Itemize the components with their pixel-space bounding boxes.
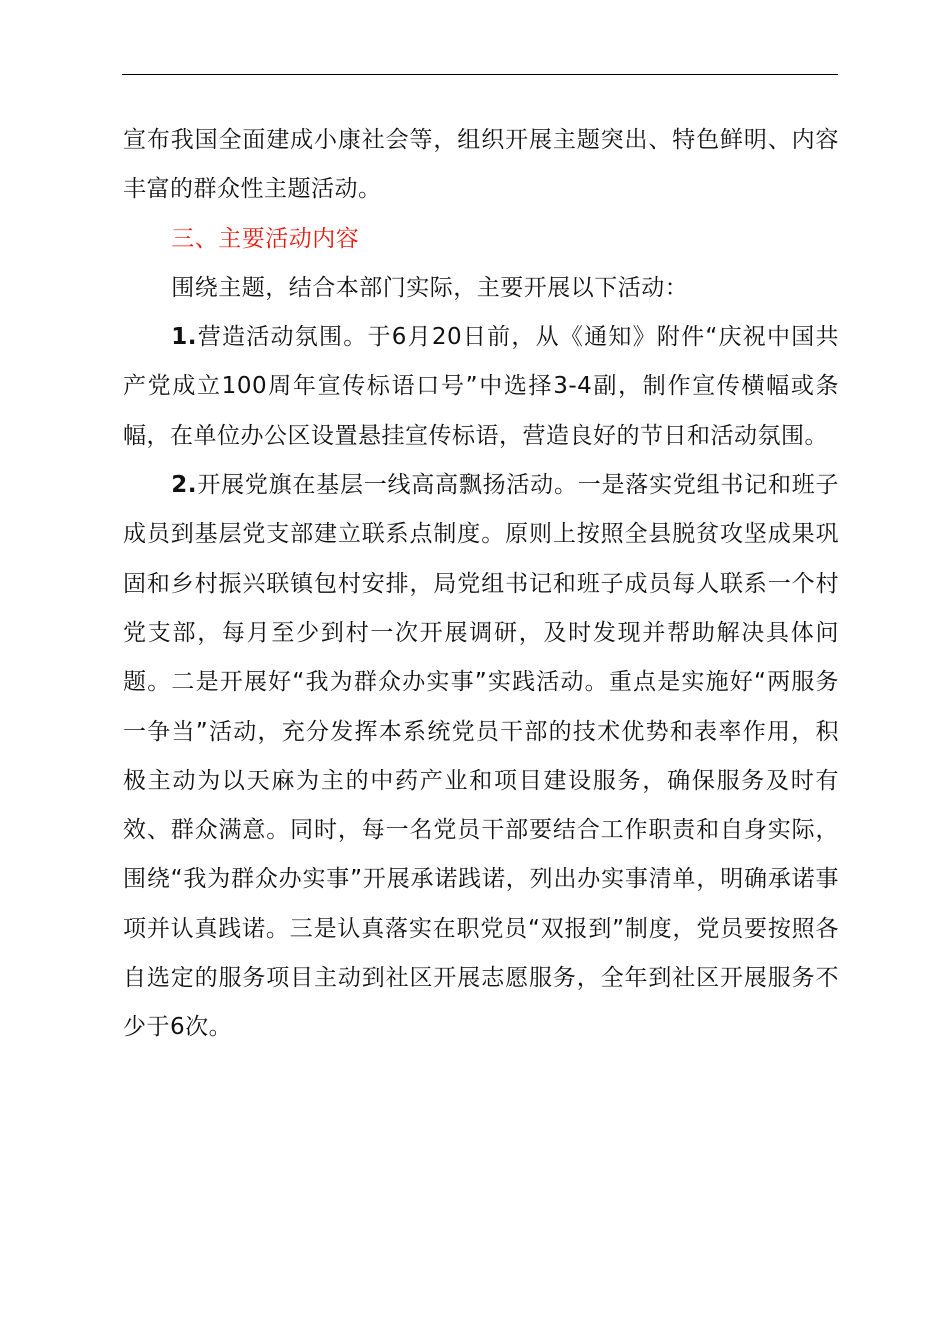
list-item-2 [123, 461, 839, 1053]
header-rule [122, 74, 838, 75]
paragraph-continuation: 宣布我国全面建成小康社会等，组织开展主题突出、特色鲜明、内容丰富的群众性主题活动。 [123, 127, 839, 203]
section-heading: 三、主要活动内容 [171, 225, 360, 252]
list-item-1 [123, 313, 839, 461]
list-item-1-text: 营造活动氛围。于6月20日前，从《通知》附件“庆祝中国共产党成立100周年宣传标语口号”中选择3-4副，制作宣传横幅或条幅，在单位办公区设置悬挂宣传标语，营造良好的节日和活动氛围。 [123, 324, 839, 449]
list-item-2-text: 开展党旗在基层一线高高飘扬活动。一是落实党组书记和班子成员到基层党支部建立联系点制度。原则上按照全县脱贫攻坚成果巩固和乡村振兴联镇包村安排，局党组书记和班子成员每人联系一个村党支部，每月至少到村一次开展调研，及时发现并帮助解决具体问题。二是开展好“我为群众办实事”实践活动。重点是实施好“两服务一争当”活动，充分发挥本系统党员干部的技术优势和表率作用，积极主动为以天麻为主的中药产业和项目建设服务，确保服务及时有效、群众满意。同时，每一名党员干部要结合工作职责和自身实际，围绕“我为群众办实事”开展承诺践诺，列出办实事清单，明确承诺事项并认真践诺。三是认真落实在职党员“双报到”制度，党员要按照各自选定的服务项目主动到社区开展志愿服务，全年到社区开展服务不少于6次。 [123, 472, 839, 1041]
document-body [123, 116, 839, 1053]
list-item-1-number: 1. [171, 324, 198, 351]
list-item-2-number: 2. [171, 472, 198, 499]
paragraph-intro: 围绕主题，结合本部门实际，主要开展以下活动： [171, 274, 689, 301]
